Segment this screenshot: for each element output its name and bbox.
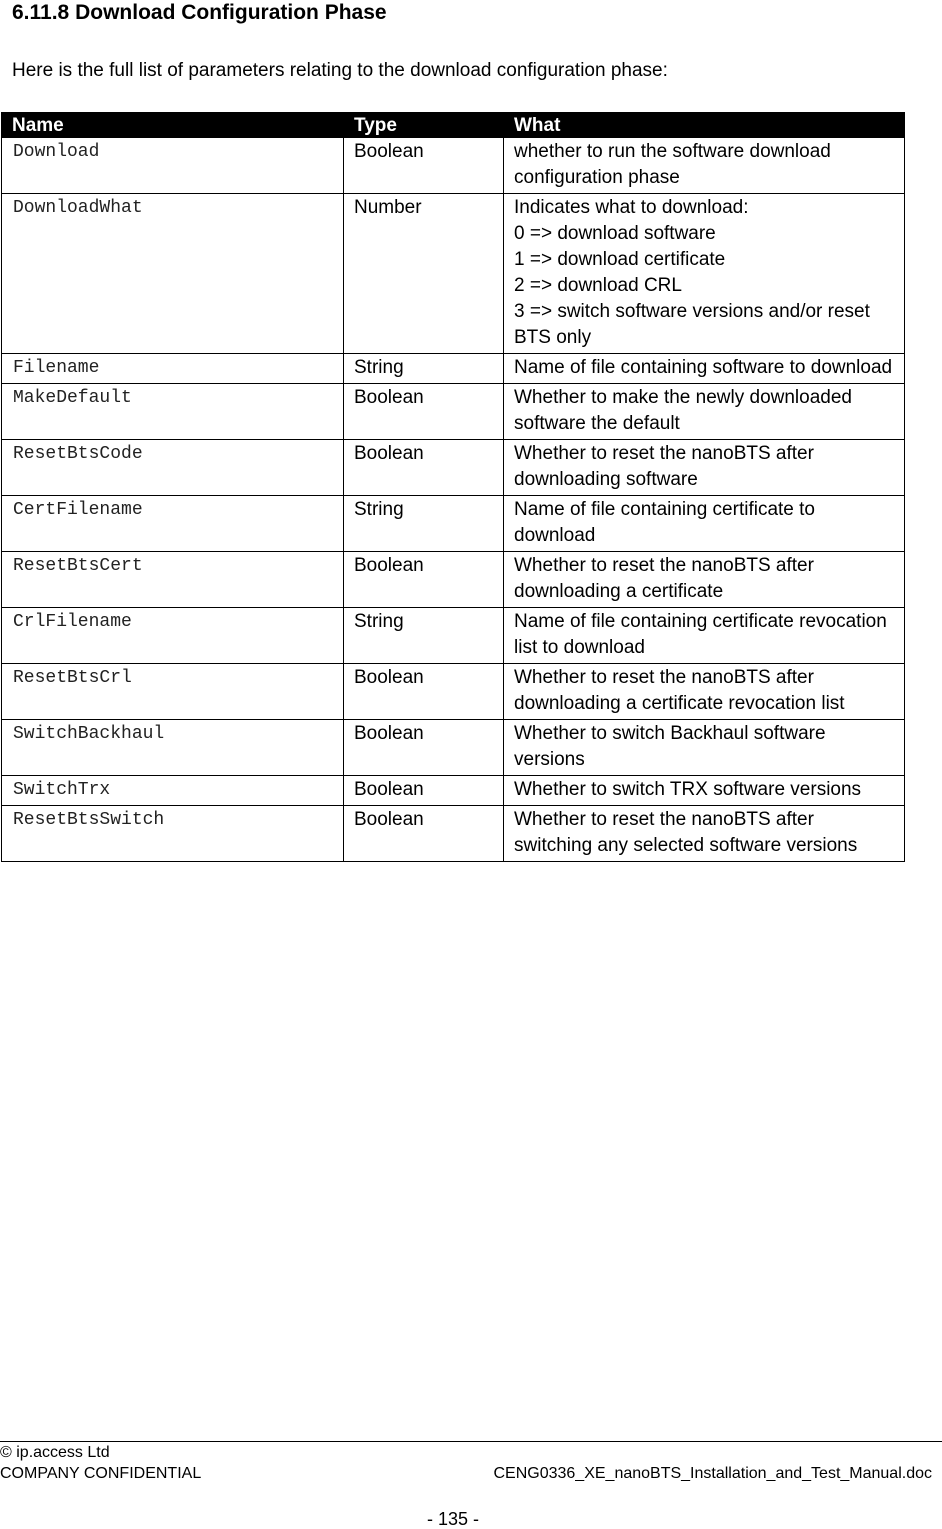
param-type: String [344,354,504,384]
param-name: SwitchBackhaul [2,720,344,776]
param-description: Whether to switch Backhaul software versions [504,720,905,776]
param-name: MakeDefault [2,384,344,440]
param-name: ResetBtsSwitch [2,806,344,862]
table-row [2,138,905,194]
param-type: Number [344,194,504,354]
footer-divider [0,1441,942,1442]
table-row [2,664,905,720]
param-type: Boolean [344,138,504,194]
footer-copyright: © ip.access Ltd [0,1444,110,1461]
param-description: whether to run the software download configuration phase [504,138,905,194]
param-description: Whether to reset the nanoBTS after downloading a certificate revocation list [504,664,905,720]
header-row [2,113,905,138]
table-row [2,552,905,608]
table-row [2,806,905,862]
param-name: ResetBtsCrl [2,664,344,720]
param-description: Whether to make the newly downloaded software the default [504,384,905,440]
param-type: Boolean [344,552,504,608]
header-type: Type [344,113,504,138]
table-row [2,384,905,440]
param-description: Whether to switch TRX software versions [504,776,905,806]
param-type: Boolean [344,806,504,862]
intro-paragraph: Here is the full list of parameters relating to the download configuration phase: [12,60,668,81]
header-name: Name [2,113,344,138]
table-row [2,194,905,354]
param-type: Boolean [344,384,504,440]
footer-document-name: CENG0336_XE_nanoBTS_Installation_and_Test_Manual.doc [493,1465,932,1482]
param-type: Boolean [344,440,504,496]
param-name: CertFilename [2,496,344,552]
section-number: 6.11.8 [12,1,70,24]
param-description: Whether to reset the nanoBTS after switching any selected software versions [504,806,905,862]
param-description: Name of file containing certificate to download [504,496,905,552]
param-name: CrlFilename [2,608,344,664]
table-header [2,113,905,138]
param-name: DownloadWhat [2,194,344,354]
section-title: Download Configuration Phase [75,1,387,24]
param-type: Boolean [344,664,504,720]
param-description: Whether to reset the nanoBTS after downloading a certificate [504,552,905,608]
param-name: ResetBtsCode [2,440,344,496]
header-what: What [504,113,905,138]
table-row [2,496,905,552]
param-type: String [344,608,504,664]
param-description: Whether to reset the nanoBTS after downloading software [504,440,905,496]
table-row [2,354,905,384]
table-row [2,776,905,806]
table-row [2,608,905,664]
param-type: Boolean [344,776,504,806]
parameters-table [1,112,905,862]
param-name: SwitchTrx [2,776,344,806]
param-name: ResetBtsCert [2,552,344,608]
param-description: Indicates what to download: 0 => download software 1 => download certificate 2 => download CRL 3 => switch software versions and/or reset BTS only [504,194,905,354]
page-number: - 135 - [426,1509,480,1529]
param-name: Filename [2,354,344,384]
param-description: Name of file containing certificate revocation list to download [504,608,905,664]
section-heading [12,0,387,26]
param-type: Boolean [344,720,504,776]
footer-confidential: COMPANY CONFIDENTIAL [0,1465,202,1482]
param-name: Download [2,138,344,194]
table-body [2,138,905,862]
table-row [2,440,905,496]
table-row [2,720,905,776]
param-type: String [344,496,504,552]
param-description: Name of file containing software to download [504,354,905,384]
